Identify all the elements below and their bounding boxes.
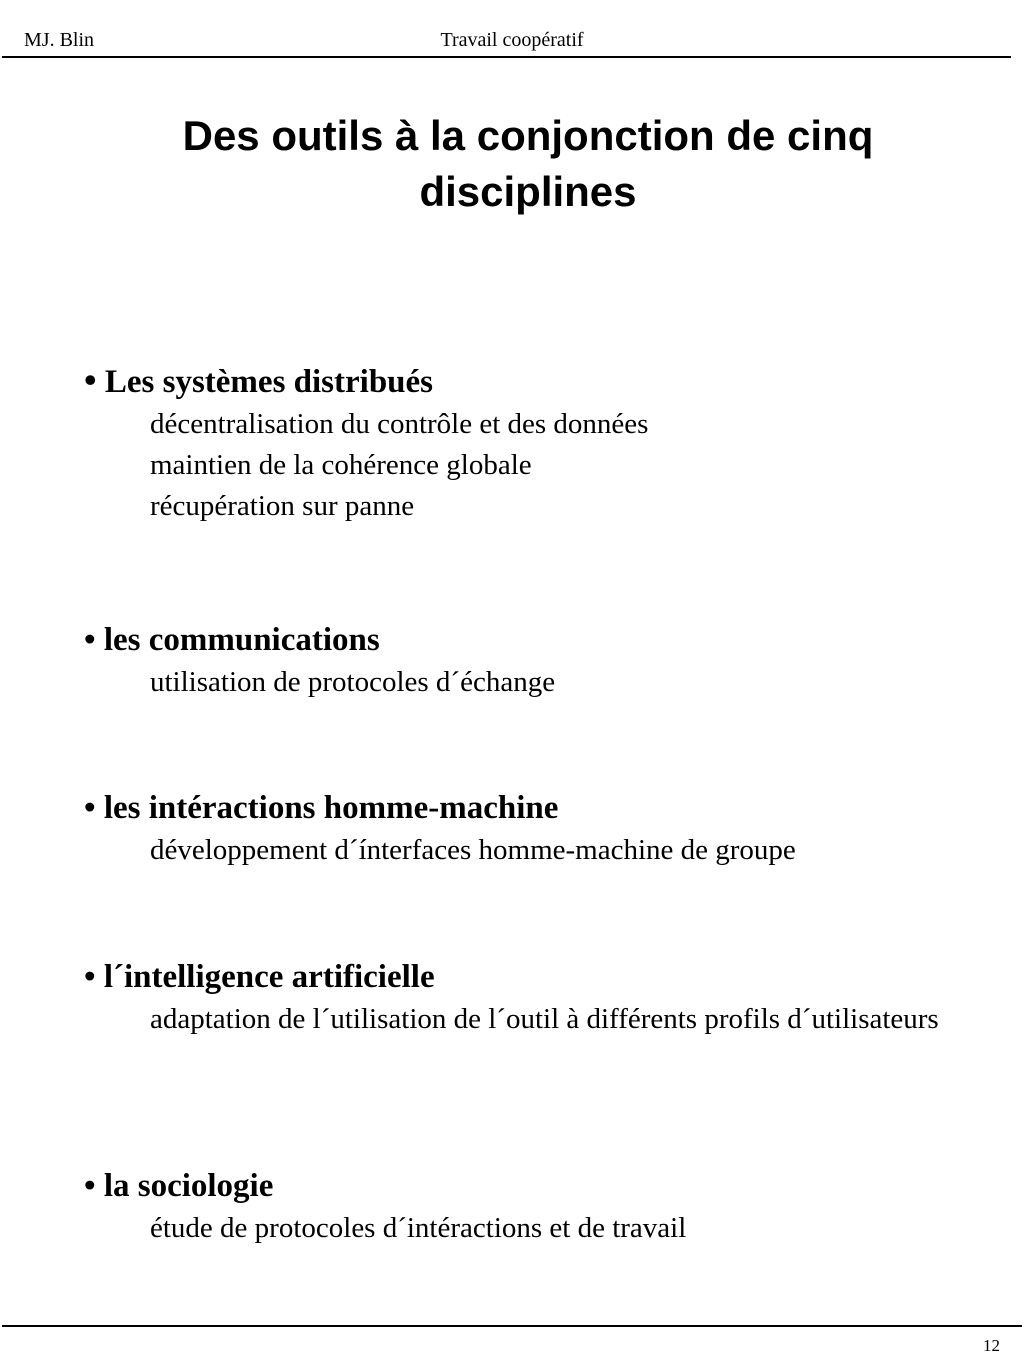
section-heading: [84, 1166, 988, 1206]
list-item: utilisation de protocoles d´échange: [150, 666, 556, 698]
bullet: •: [84, 959, 96, 995]
section-heading-text: la sociologie: [103, 1168, 274, 1204]
list-item: développement d´ínterfaces homme-machine de groupe: [150, 834, 796, 866]
section-distributed-systems: [84, 360, 988, 527]
section-heading-text: l´intelligence artificielle: [103, 959, 435, 995]
section-heading-text: les intéractions homme-machine: [103, 790, 559, 826]
bullet: •: [84, 360, 97, 400]
section-hci: [84, 788, 988, 871]
list-item: étude de protocoles d´intéractions et de travail: [150, 1212, 687, 1244]
section-communications: [84, 620, 988, 703]
section-heading: [84, 360, 988, 402]
list-item: adaptation de l´utilisation de l´outil à différents profils d´utilisateurs: [150, 1003, 939, 1035]
page-title: Des outils à la conjonction de cinq disciplines: [182, 112, 874, 215]
section-heading-text: Les systèmes distribués: [104, 364, 434, 400]
section-artificial-intelligence: [84, 957, 988, 1040]
section-items: [150, 830, 988, 871]
page-number: 12: [983, 1336, 1000, 1355]
header-divider: [2, 56, 1011, 58]
bullet: •: [84, 622, 96, 658]
footer-divider: [2, 1325, 1022, 1327]
list-item: décentralisation du contrôle et des données: [150, 408, 649, 440]
section-heading: [84, 957, 988, 997]
section-sociology: [84, 1166, 988, 1249]
list-item: maintien de la cohérence globale: [150, 449, 532, 481]
header-title: Travail coopératif: [440, 29, 584, 51]
bullet: •: [84, 790, 96, 826]
section-items: [150, 662, 988, 703]
section-items: [150, 1208, 988, 1249]
section-heading-text: les communications: [103, 622, 380, 658]
section-items: [150, 404, 988, 527]
list-item: récupération sur panne: [150, 490, 415, 522]
section-heading: [84, 620, 988, 660]
header-author: MJ. Blin: [24, 29, 95, 51]
section-heading: [84, 788, 988, 828]
section-items: [150, 999, 988, 1040]
bullet: •: [84, 1168, 96, 1204]
